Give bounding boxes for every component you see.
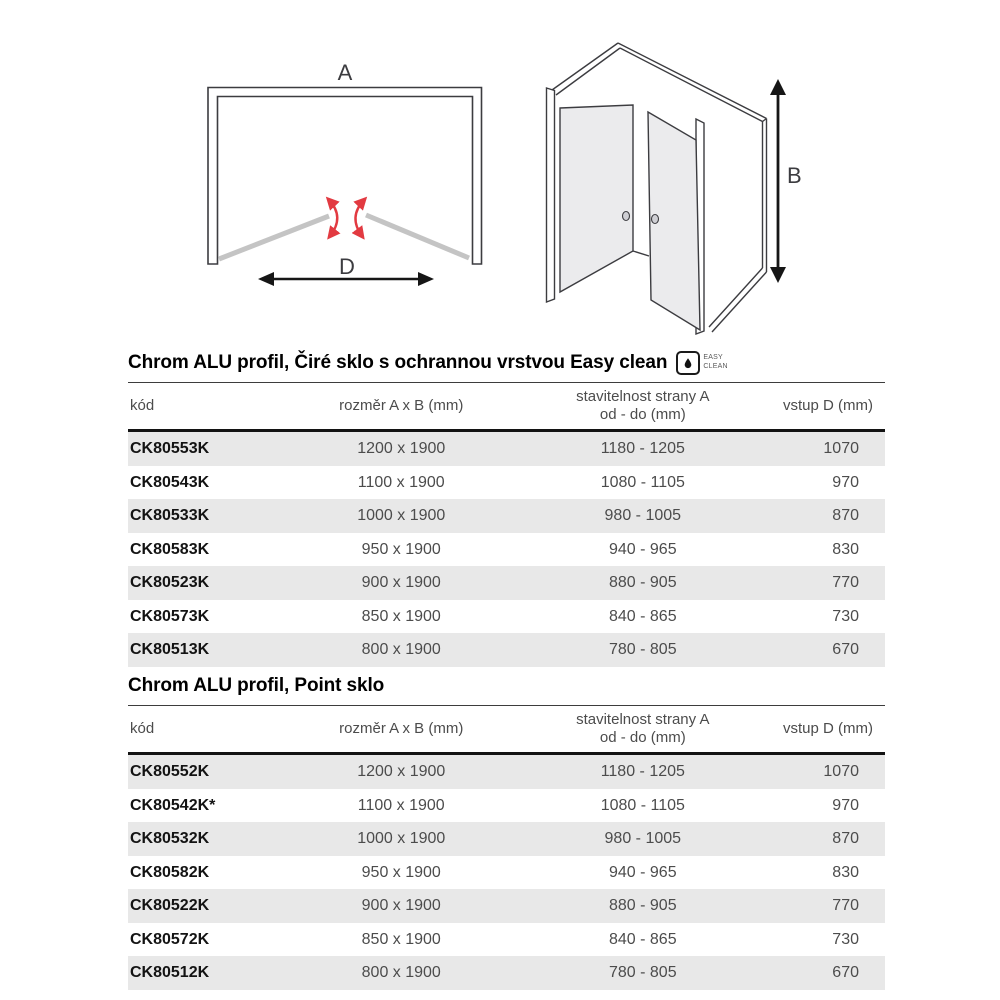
cell-size: 1000 x 1900 bbox=[357, 507, 446, 525]
cell-entry: 770 bbox=[832, 897, 859, 915]
cell-adjust: 1180 - 1205 bbox=[600, 440, 685, 458]
swing-arrow-right-icon bbox=[355, 200, 364, 236]
right-door-knob-icon bbox=[652, 215, 659, 224]
easy-clean-badge-label: EASY CLEAN bbox=[703, 354, 728, 370]
cell-code: CK80512K bbox=[130, 964, 210, 982]
section-title-row bbox=[128, 674, 885, 697]
left-door-knob-icon bbox=[623, 212, 630, 221]
cell-entry: 830 bbox=[832, 540, 859, 558]
cell-code: CK80543K bbox=[130, 473, 210, 491]
cell-adjust: 880 - 905 bbox=[608, 897, 677, 915]
column-header-entry: vstup D (mm) bbox=[762, 706, 885, 754]
cell-size: 1200 x 1900 bbox=[357, 763, 446, 781]
cell-entry: 870 bbox=[832, 830, 859, 848]
section-title-row bbox=[128, 351, 885, 374]
table-row bbox=[128, 466, 885, 500]
cell-entry: 670 bbox=[832, 641, 859, 659]
cell-code: CK80572K bbox=[130, 930, 210, 948]
cell-entry: 730 bbox=[832, 930, 859, 948]
cell-code: CK80523K bbox=[130, 574, 210, 592]
cell-adjust: 980 - 1005 bbox=[604, 507, 682, 525]
table-row bbox=[128, 956, 885, 990]
cell-adjust: 940 - 965 bbox=[608, 540, 677, 558]
column-header-size: rozměr A x B (mm) bbox=[279, 383, 524, 431]
cell-adjust: 840 - 865 bbox=[608, 930, 677, 948]
cell-adjust: 1180 - 1205 bbox=[600, 763, 685, 781]
cell-entry: 770 bbox=[832, 574, 859, 592]
cell-size: 900 x 1900 bbox=[361, 897, 441, 915]
cell-size: 1100 x 1900 bbox=[357, 473, 445, 491]
water-drop-icon bbox=[676, 351, 700, 375]
cell-code: CK80553K bbox=[130, 440, 210, 458]
easy-clean-badge bbox=[676, 351, 727, 375]
table-row bbox=[128, 533, 885, 567]
door-leaf-lines bbox=[219, 215, 469, 259]
spec-table-easy-clean bbox=[128, 382, 885, 667]
cell-entry: 730 bbox=[832, 607, 859, 625]
section-title: Chrom ALU profil, Čiré sklo s ochrannou vrstvou Easy clean bbox=[128, 352, 668, 373]
cell-code: CK80533K bbox=[130, 507, 210, 525]
cell-size: 1200 x 1900 bbox=[357, 440, 446, 458]
column-header-code: kód bbox=[128, 706, 279, 754]
cell-adjust: 780 - 805 bbox=[608, 641, 677, 659]
threshold-line bbox=[633, 251, 649, 256]
perspective-diagram bbox=[535, 28, 810, 345]
spec-table-point bbox=[128, 705, 885, 990]
cell-code: CK80513K bbox=[130, 641, 210, 659]
cell-entry: 1070 bbox=[823, 440, 859, 458]
cell-entry: 1070 bbox=[823, 763, 859, 781]
table-row bbox=[128, 499, 885, 533]
left-wall-profile bbox=[547, 88, 555, 302]
dimension-label-d: D bbox=[339, 254, 355, 279]
column-header-code: kód bbox=[128, 383, 279, 431]
cell-adjust: 1080 - 1105 bbox=[600, 796, 685, 814]
dimension-arrow-b-icon bbox=[770, 79, 786, 283]
cell-code: CK80532K bbox=[130, 830, 210, 848]
cell-adjust: 780 - 805 bbox=[608, 964, 677, 982]
section-point-glass bbox=[128, 674, 885, 990]
table-row bbox=[128, 754, 885, 789]
cell-entry: 670 bbox=[832, 964, 859, 982]
cell-size: 850 x 1900 bbox=[361, 930, 441, 948]
table-row bbox=[128, 789, 885, 823]
cell-size: 900 x 1900 bbox=[361, 574, 441, 592]
table-header-row bbox=[128, 706, 885, 754]
table-header-row bbox=[128, 383, 885, 431]
dimension-label-b: B bbox=[787, 163, 802, 188]
cell-adjust: 980 - 1005 bbox=[604, 830, 682, 848]
cell-code: CK80573K bbox=[130, 607, 210, 625]
column-header-adjust: stavitelnost strany A od - do (mm) bbox=[524, 706, 762, 754]
left-door-panel bbox=[560, 105, 633, 292]
cell-size: 1000 x 1900 bbox=[357, 830, 446, 848]
cell-size: 1100 x 1900 bbox=[357, 796, 445, 814]
section-title: Chrom ALU profil, Point sklo bbox=[128, 675, 385, 696]
table-row bbox=[128, 856, 885, 890]
table-row bbox=[128, 600, 885, 634]
table-row bbox=[128, 431, 885, 466]
cell-entry: 970 bbox=[832, 473, 859, 491]
swing-arrow-left-icon bbox=[329, 200, 337, 236]
cell-code: CK80552K bbox=[130, 763, 210, 781]
cell-code: CK80542K* bbox=[130, 796, 216, 814]
column-header-entry: vstup D (mm) bbox=[762, 383, 885, 431]
cell-size: 850 x 1900 bbox=[361, 607, 441, 625]
column-header-size: rozměr A x B (mm) bbox=[279, 706, 524, 754]
cell-code: CK80582K bbox=[130, 863, 210, 881]
cell-entry: 970 bbox=[832, 796, 859, 814]
column-header-adjust: stavitelnost strany A od - do (mm) bbox=[524, 383, 762, 431]
cell-code: CK80583K bbox=[130, 540, 210, 558]
section-easy-clean bbox=[128, 351, 885, 667]
cell-entry: 830 bbox=[832, 863, 859, 881]
dimension-label-a: A bbox=[337, 60, 353, 85]
table-row bbox=[128, 822, 885, 856]
table-row bbox=[128, 923, 885, 957]
frame-outline bbox=[208, 88, 482, 265]
cell-adjust: 1080 - 1105 bbox=[600, 473, 685, 491]
cell-size: 800 x 1900 bbox=[361, 641, 441, 659]
cell-size: 950 x 1900 bbox=[361, 863, 441, 881]
cell-size: 800 x 1900 bbox=[361, 964, 441, 982]
cell-size: 950 x 1900 bbox=[361, 540, 441, 558]
cell-adjust: 940 - 965 bbox=[608, 863, 677, 881]
cell-code: CK80522K bbox=[130, 897, 210, 915]
table-row bbox=[128, 633, 885, 667]
cell-adjust: 840 - 865 bbox=[608, 607, 677, 625]
table-row bbox=[128, 889, 885, 923]
top-view-diagram bbox=[170, 50, 510, 295]
cell-entry: 870 bbox=[832, 507, 859, 525]
table-row bbox=[128, 566, 885, 600]
cell-adjust: 880 - 905 bbox=[608, 574, 677, 592]
